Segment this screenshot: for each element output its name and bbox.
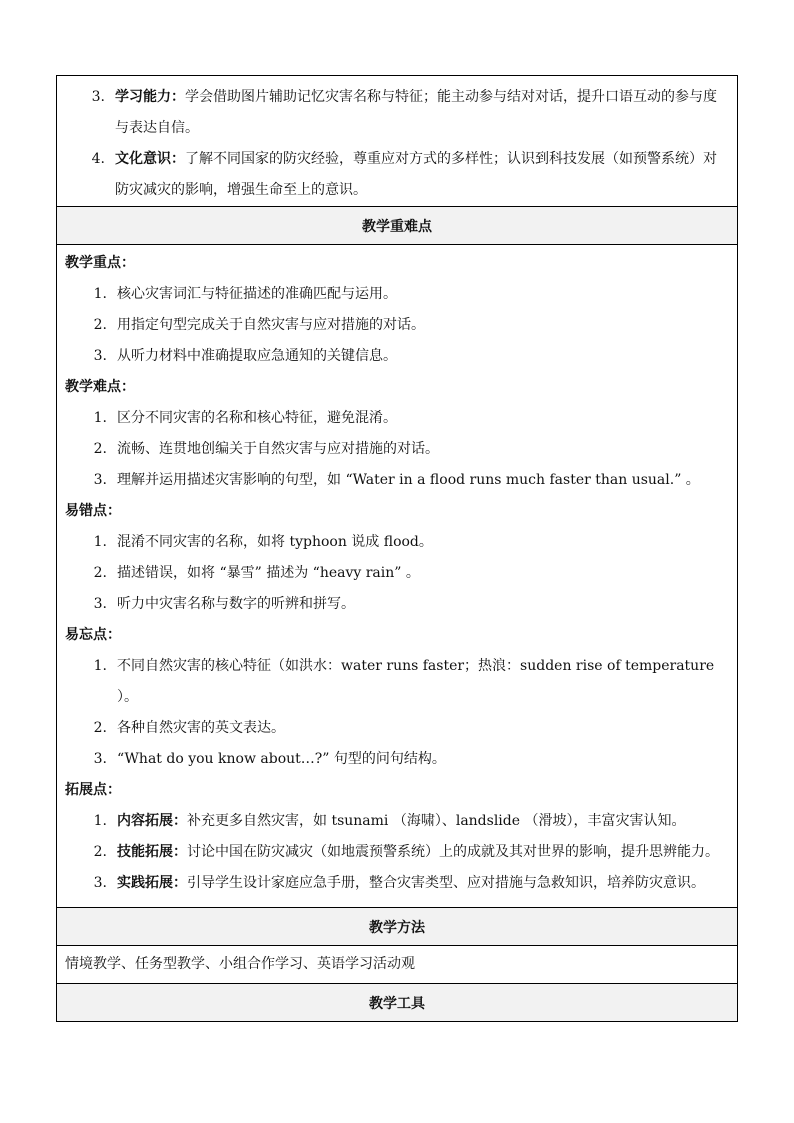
- list-item: [65, 434, 729, 465]
- item-text: 理解并运用描述灾害影响的句型，如 “Water in a flood runs much faster than usual.” 。: [117, 472, 700, 488]
- list-item: [65, 558, 729, 589]
- item-text: 描述错误，如将 “暴雪” 描述为 “heavy rain” 。: [117, 565, 420, 581]
- item-number: 2.: [93, 441, 107, 457]
- list-item: [65, 589, 729, 620]
- section-header-key-points: 教学重难点: [57, 206, 737, 244]
- item-number: 1.: [93, 410, 107, 426]
- item-lead: 实践拓展：: [117, 875, 187, 891]
- list-item: [65, 837, 729, 868]
- group-label: 易忘点：: [65, 627, 121, 643]
- item-text: 区分不同灾害的名称和核心特征，避免混淆。: [117, 410, 397, 426]
- key-points-block: [57, 244, 737, 907]
- item-number: 2.: [93, 565, 107, 581]
- item-number: 2.: [93, 720, 107, 736]
- item-number: 4.: [91, 151, 105, 167]
- item-lead: 技能拓展：: [117, 844, 187, 860]
- item-text: 讨论中国在防灾减灾（如地震预警系统）上的成就及其对世界的影响，提升思辨能力。: [187, 844, 719, 860]
- group-label: 教学重点：: [65, 255, 135, 271]
- item-number: 1.: [93, 534, 107, 550]
- item-number: 3.: [93, 596, 107, 612]
- group-label: 教学难点：: [65, 379, 135, 395]
- group-label: 拓展点：: [65, 782, 121, 798]
- list-item: [65, 403, 729, 434]
- item-text: 不同自然灾害的核心特征（如洪水：water runs faster；热浪：sudden rise of temperature ）。: [117, 658, 715, 705]
- goals-list: [65, 82, 729, 206]
- item-number: 1.: [93, 658, 107, 674]
- item-number: 3.: [93, 348, 107, 364]
- item-text: 用指定句型完成关于自然灾害与应对措施的对话。: [117, 317, 425, 333]
- list-item: [65, 744, 729, 775]
- item-text: 核心灾害词汇与特征描述的准确匹配与运用。: [117, 286, 397, 302]
- goals-block: [57, 75, 737, 206]
- section-header-methods: 教学方法: [57, 907, 737, 945]
- item-number: 2.: [93, 844, 107, 860]
- key-points-list: [65, 279, 729, 372]
- item-number: 1.: [93, 813, 107, 829]
- item-text: 补充更多自然灾害，如 tsunami （海啸）、landslide （滑坡），丰富灾害认知。: [187, 813, 686, 829]
- easily-forgotten-list: [65, 651, 729, 775]
- item-text: 听力中灾害名称与数字的听辨和拼写。: [117, 596, 355, 612]
- item-text: 引导学生设计家庭应急手册，整合灾害类型、应对措施与急救知识，培养防灾意识。: [187, 875, 705, 891]
- item-text: 学会借助图片辅助记忆灾害名称与特征；能主动参与结对对话，提升口语互动的参与度与表达自信。: [115, 89, 717, 136]
- list-item: [65, 713, 729, 744]
- lesson-plan-table: [56, 75, 738, 1022]
- list-item: [65, 310, 729, 341]
- difficulties-list: [65, 403, 729, 496]
- item-number: 3.: [91, 89, 105, 105]
- item-text: 了解不同国家的防灾经验，尊重应对方式的多样性；认识到科技发展（如预警系统）对防灾减灾的影响，增强生命至上的意识。: [115, 151, 717, 198]
- list-item: [65, 144, 729, 206]
- methods-text: 情境教学、任务型教学、小组合作学习、英语学习活动观: [57, 945, 737, 983]
- item-text: 各种自然灾害的英文表达。: [117, 720, 285, 736]
- item-number: 3.: [93, 751, 107, 767]
- list-item: [65, 527, 729, 558]
- item-lead: 学习能力：: [115, 89, 185, 105]
- item-text: 混淆不同灾害的名称，如将 typhoon 说成 flood。: [117, 534, 433, 550]
- item-text: “What do you know about…?” 句型的问句结构。: [117, 751, 446, 767]
- list-item: [65, 341, 729, 372]
- item-text: 从听力材料中准确提取应急通知的关键信息。: [117, 348, 397, 364]
- item-number: 3.: [93, 472, 107, 488]
- extension-list: [65, 806, 729, 899]
- item-number: 3.: [93, 875, 107, 891]
- item-number: 2.: [93, 317, 107, 333]
- list-item: [65, 651, 729, 713]
- group-label: 易错点：: [65, 503, 121, 519]
- error-prone-list: [65, 527, 729, 620]
- item-lead: 内容拓展：: [117, 813, 187, 829]
- list-item: [65, 465, 729, 496]
- item-number: 1.: [93, 286, 107, 302]
- item-text: 流畅、连贯地创编关于自然灾害与应对措施的对话。: [117, 441, 439, 457]
- list-item: [65, 279, 729, 310]
- list-item: [65, 868, 729, 899]
- item-lead: 文化意识：: [115, 151, 185, 167]
- list-item: [65, 82, 729, 144]
- list-item: [65, 806, 729, 837]
- section-header-tools: 教学工具: [57, 983, 737, 1021]
